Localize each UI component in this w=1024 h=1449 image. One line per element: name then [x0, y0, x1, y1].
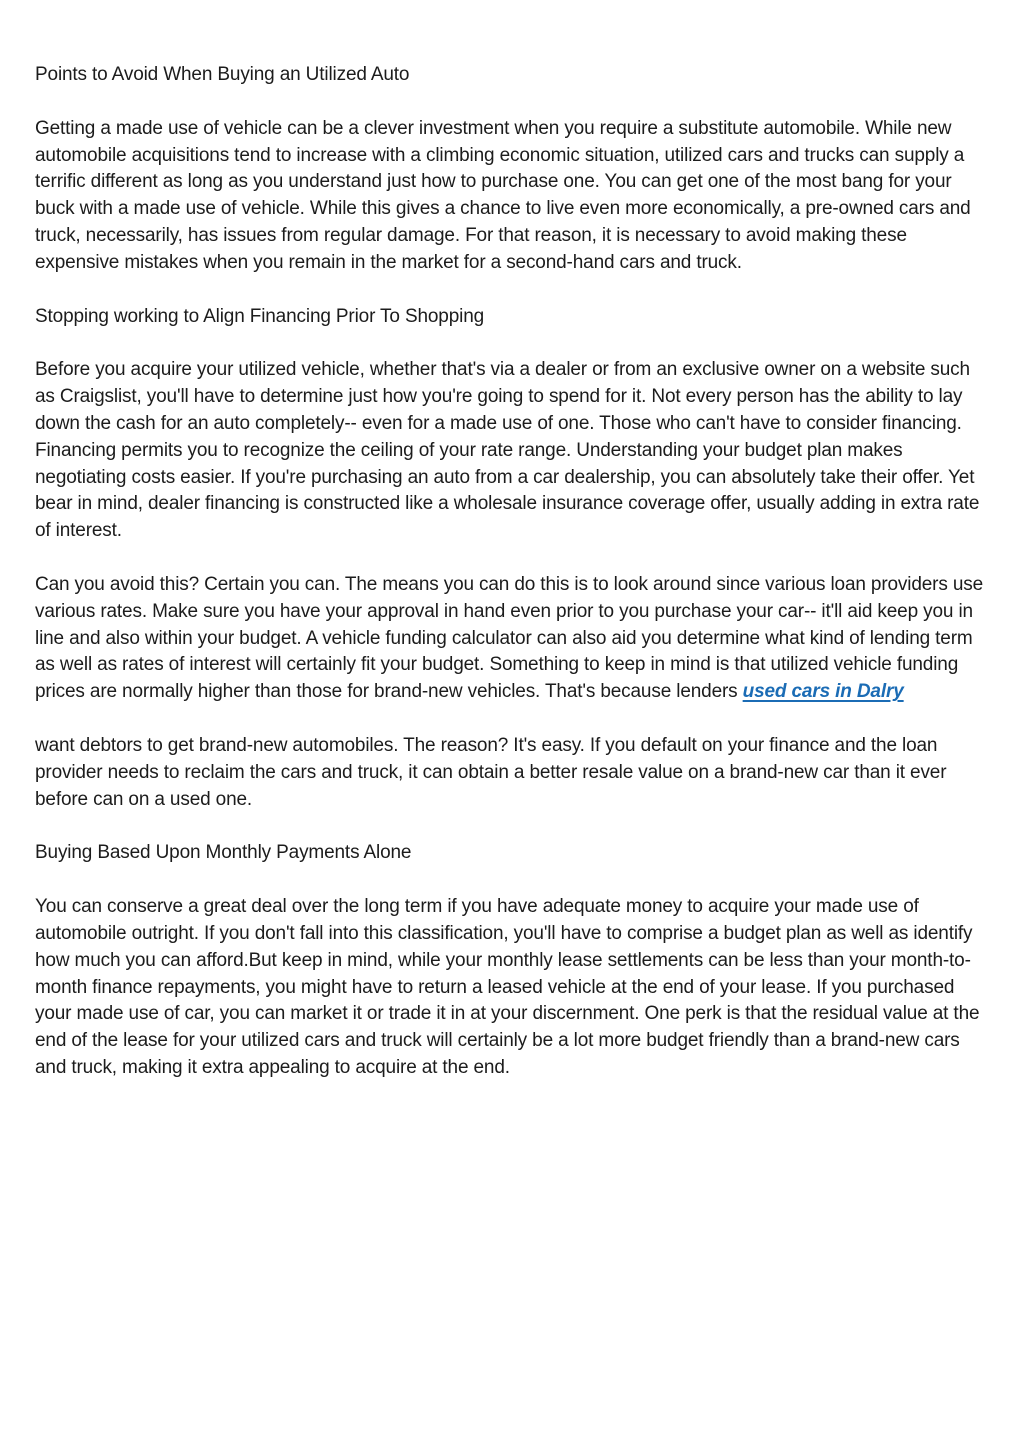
section-heading [35, 304, 988, 331]
text-run: Getting a made use of vehicle can be a clever investment when you require a substitute automobile. While new automobile acquisitions tend to increase with a climbing economic situation, utilized cars and trucks can supply a terrific different as long as you understand just how to purchase one. You can get one of the most bang for your buck with a made use of vehicle. While this gives a chance to live even more economically, a pre-owned cars and truck, necessarily, has issues from regular damage. For that reason, it is necessary to avoid making these expensive mistakes when you remain in the market for a second-hand cars and truck. [35, 117, 971, 273]
body-paragraph [35, 572, 988, 706]
text-run: Stopping working to Align Financing Prior To Shopping [35, 305, 485, 327]
document-content [35, 62, 988, 1082]
text-run: want debtors to get brand-new automobiles. The reason? It's easy. If you default on your finance and the loan provider needs to reclaim the cars and truck, it can obtain a better resale value on a brand-new car than it ever before can on a used one. [35, 734, 947, 810]
body-paragraph [35, 733, 988, 813]
section-heading [35, 840, 988, 867]
used-cars-in-dalry-link[interactable]: used cars in Dalry [742, 681, 904, 703]
text-run: You can conserve a great deal over the long term if you have adequate money to acquire your made use of automobile outright. If you don't fall into this classification, you'll have to comprise a budget plan as well as identify how much you can afford.But keep in mind, while your monthly lease settlements can be less than your month-to-month finance repayments, you might have to return a leased vehicle at the end of your lease. If you purchased your made use of car, you can market it or trade it in at your discernment. One perk is that the residual value at the end of the lease for your utilized cars and truck will certainly be a lot more budget friendly than a brand-new cars and truck, making it extra appealing to acquire at the end. [35, 896, 980, 1078]
text-run: Can you avoid this? Certain you can. The means you can do this is to look around since various loan providers use various rates. Make sure you have your approval in hand even prior to you purchase your car-- it'll aid keep you in line and also within your budget. A vehicle funding calculator can also aid you determine what kind of lending term as well as rates of interest will certainly fit your budget. Something to keep in mind is that utilized vehicle funding prices are normally higher than those for brand-new vehicles. That's because lenders [35, 573, 984, 703]
body-paragraph [35, 894, 988, 1082]
text-run: Points to Avoid When Buying an Utilized Auto [35, 64, 410, 85]
text-run: Buying Based Upon Monthly Payments Alone [35, 842, 412, 864]
section-heading [35, 62, 988, 89]
body-paragraph [35, 116, 988, 277]
text-run: Before you acquire your utilized vehicle, whether that's via a dealer or from an exclusive owner on a website such as Craigslist, you'll have to determine just how you're going to spend for it. Not every person has the ability to lay down the cash for an auto completely-- even for a made use of one. Those who can't have to consider financing. Financing permits you to recognize the ceiling of your rate range. Understanding your budget plan makes negotiating costs easier. If you're purchasing an auto from a car dealership, you can absolutely take their offer. Yet bear in mind, dealer financing is constructed like a wholesale insurance coverage offer, usually adding in extra rate of interest. [35, 359, 980, 542]
body-paragraph [35, 357, 988, 545]
